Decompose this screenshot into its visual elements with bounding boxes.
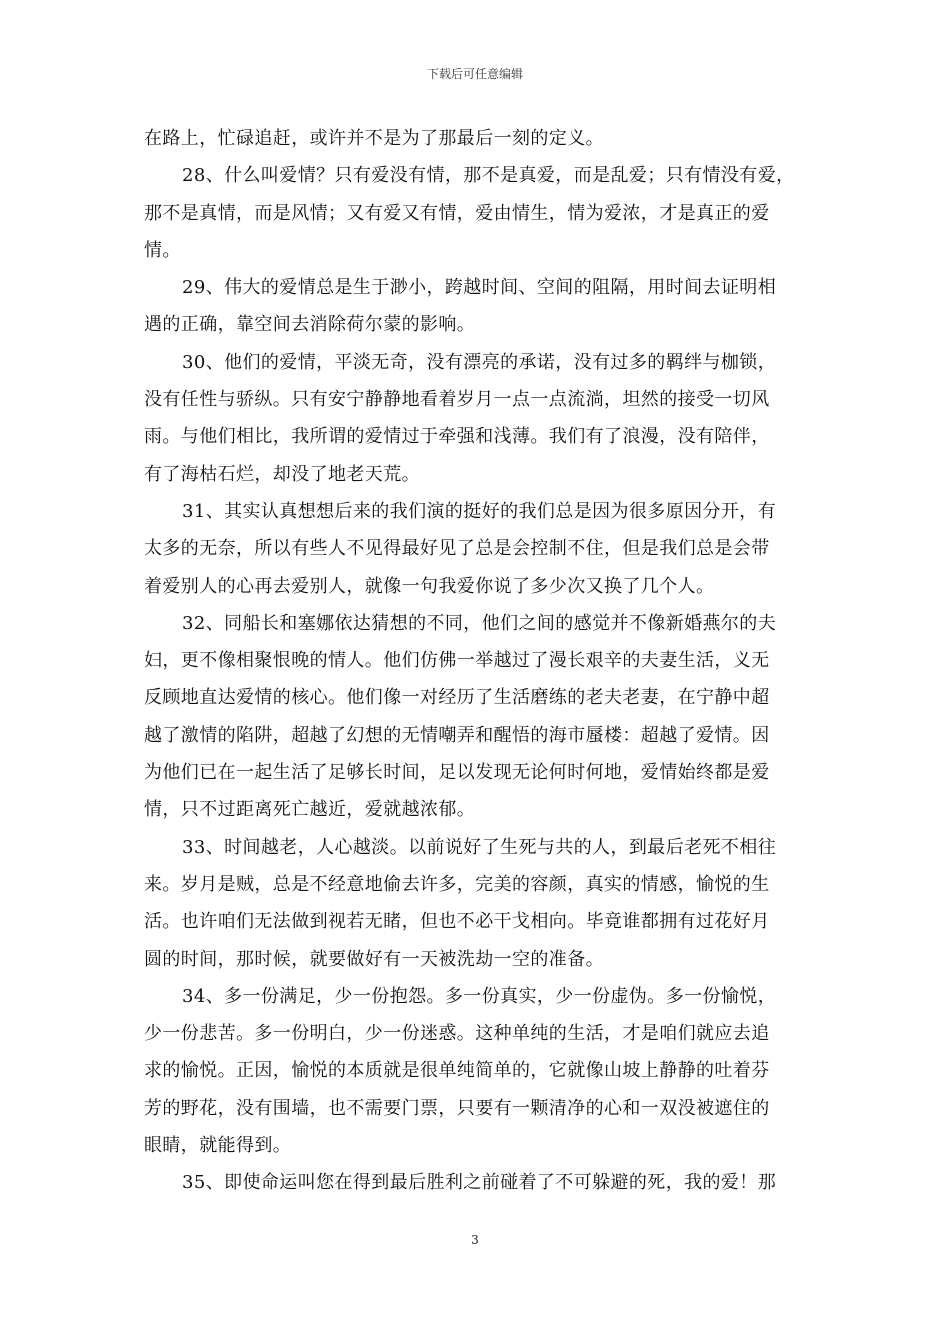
- text-line: 为他们已在一起生活了足够长时间，足以发现无论何时何地，爱情始终都是爱: [144, 762, 770, 784]
- text-line: 妇，更不像相聚恨晚的情人。他们仿佛一举越过了漫长艰辛的夫妻生活，义无: [144, 650, 770, 672]
- text-line: 来。岁月是贼，总是不经意地偷去许多，完美的容颜，真实的情感，愉悦的生: [144, 873, 770, 895]
- text-line: 30、他们的爱情，平淡无奇，没有漂亮的承诺，没有过多的羁绊与枷锁，: [182, 351, 777, 373]
- text-line: 没有任性与骄纵。只有安宁静静地看着岁月一点一点流淌，坦然的接受一切风: [144, 389, 770, 411]
- text-line: 32、同船长和塞娜依达猜想的不同，他们之间的感觉并不像新婚燕尔的夫: [182, 612, 777, 634]
- text-line: 情，只不过距离死亡越近，爱就越浓郁。: [144, 799, 476, 821]
- text-line: 太多的无奈，所以有些人不见得最好见了总是会控制不住，但是我们总是会带: [144, 538, 770, 560]
- text-line: 31、其实认真想想后来的我们演的挺好的我们总是因为很多原因分开，有: [182, 500, 777, 522]
- paragraph-32: [144, 605, 808, 829]
- text-line: 那不是真情，而是风情；又有爱又有情，爱由情生，情为爱浓，才是真正的爱: [144, 202, 770, 224]
- text-line: 少一份悲苦。多一份明白，少一份迷惑。这种单纯的生活，才是咱们就应去追: [144, 1023, 770, 1045]
- text-line: 反顾地直达爱情的核心。他们像一对经历了生活磨练的老夫老妻，在宁静中超: [144, 687, 770, 709]
- text-line: 芳的野花，没有围墙，也不需要门票，只要有一颗清净的心和一双没被遮住的: [144, 1097, 770, 1119]
- paragraph-28: [144, 157, 808, 269]
- text-line: 雨。与他们相比，我所谓的爱情过于牵强和浅薄。我们有了浪漫，没有陪伴，: [144, 426, 770, 448]
- page-number: 3: [471, 1233, 479, 1247]
- document-body: [144, 120, 808, 1202]
- text-line: 越了激情的陷阱，超越了幻想的无情嘲弄和醒悟的海市蜃楼：超越了爱情。因: [144, 724, 770, 746]
- paragraph-29: [144, 269, 808, 344]
- text-line: 求的愉悦。正因，愉悦的本质就是很单纯简单的，它就像山坡上静静的吐着芬: [144, 1060, 770, 1082]
- text-line: 33、时间越老，人心越淡。以前说好了生死与共的人，到最后老死不相往: [182, 836, 777, 858]
- text-line: 活。也许咱们无法做到视若无睹，但也不必干戈相向。毕竟谁都拥有过花好月: [144, 911, 770, 933]
- text-line: 眼睛，就能得到。: [144, 1135, 292, 1157]
- text-line: 遇的正确，靠空间去消除荷尔蒙的影响。: [144, 314, 476, 336]
- text-line: 29、伟大的爱情总是生于渺小，跨越时间、空间的阻隔，用时间去证明相: [182, 277, 777, 299]
- text-line: 圆的时间，那时候，就要做好有一天被洗劫一空的准备。: [144, 948, 604, 970]
- paragraph-continuation: [144, 120, 808, 157]
- text-line: 28、什么叫爱情？只有爱没有情，那不是真爱，而是乱爱；只有情没有爱，: [182, 165, 795, 187]
- paragraph-31: [144, 493, 808, 605]
- paragraph-35: [144, 1164, 808, 1201]
- text-line: 35、即使命运叫您在得到最后胜利之前碰着了不可躲避的死，我的爱！那: [182, 1172, 777, 1194]
- text-line: 在路上，忙碌追赶，或许并不是为了那最后一刻的定义。: [144, 128, 604, 149]
- text-line: 34、多一份满足，少一份抱怨。多一份真实，少一份虚伪。多一份愉悦，: [182, 985, 777, 1007]
- paragraph-30: [144, 344, 808, 493]
- paragraph-34: [144, 978, 808, 1164]
- page-header: 下载后可任意编辑: [426, 67, 523, 81]
- text-line: 着爱别人的心再去爱别人，就像一句我爱你说了多少次又换了几个人。: [144, 575, 715, 597]
- paragraph-33: [144, 829, 808, 978]
- text-line: 情。: [144, 239, 181, 261]
- text-line: 有了海枯石烂，却没了地老天荒。: [144, 463, 420, 485]
